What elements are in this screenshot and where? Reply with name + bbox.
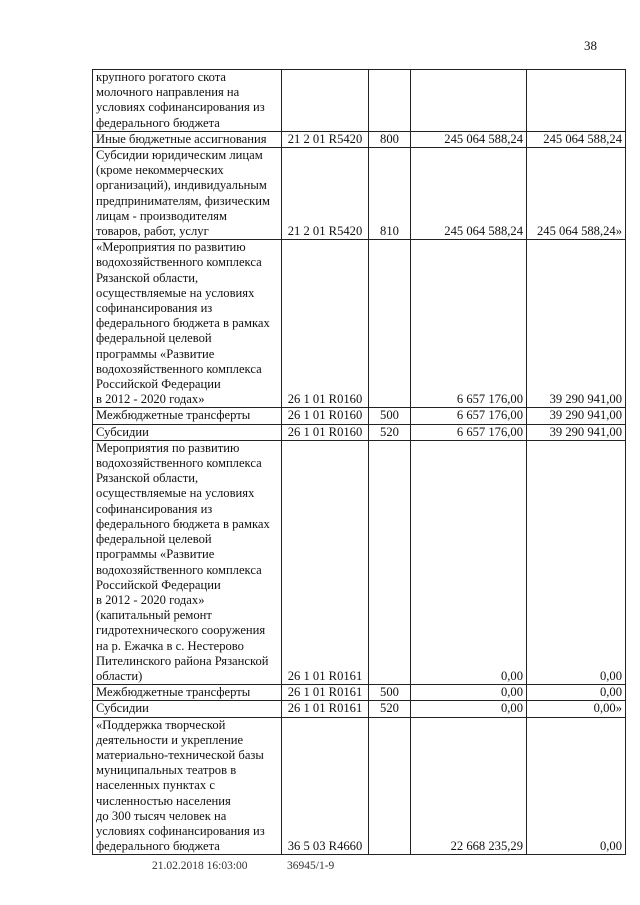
cell-name: Субсидии юридическим лицам (кроме некоммерческих организаций), индивидуальным предпринимателям, физическим лицам - производителям товаров, работ, услуг [93,148,282,240]
footer-document-code: 36945/1-9 [287,860,335,872]
cell-expense-type: 500 [369,408,411,424]
footer-timestamp: 21.02.2018 16:03:00 [152,860,248,872]
cell-budget-code: 26 1 01 R0160 [282,240,369,408]
cell-amount-2: 245 064 588,24 [527,131,626,147]
cell-amount-1: 6 657 176,00 [411,240,527,408]
budget-table-body [93,70,626,855]
cell-expense-type [369,440,411,684]
cell-name: Мероприятия по развитию водохозяйственного комплекса Рязанской области, осуществляемые на условиях софинансирования из федерального бюджета в рамках федеральной целевой программы «Развитие водохозяйственного комплекса Российской Федерации в 2012 - 2020 годах» (капитальный ремонт гидротехнического сооружения на р. Ежачка в с. Нестерово Пителинского района Рязанской области) [93,440,282,684]
cell-amount-1: 245 064 588,24 [411,148,527,240]
cell-budget-code: 21 2 01 R5420 [282,131,369,147]
cell-name: Межбюджетные трансферты [93,685,282,701]
cell-amount-1: 6 657 176,00 [411,408,527,424]
table-row [93,440,626,684]
page-number: 38 [584,38,597,53]
cell-budget-code: 21 2 01 R5420 [282,148,369,240]
cell-name: крупного рогатого скота молочного направления на условиях софинансирования из федерального бюджета [93,70,282,132]
cell-budget-code: 36 5 03 R4660 [282,717,369,855]
cell-name: Межбюджетные трансферты [93,408,282,424]
cell-budget-code: 26 1 01 R0161 [282,685,369,701]
table-row [93,717,626,855]
table-row [93,240,626,408]
cell-amount-2: 0,00» [527,701,626,717]
cell-expense-type: 500 [369,685,411,701]
cell-amount-2: 245 064 588,24» [527,148,626,240]
cell-amount-2 [527,70,626,132]
cell-amount-2: 39 290 941,00 [527,424,626,440]
cell-name: «Поддержка творческой деятельности и укрепление материально-технической базы муниципальных театров в населенных пунктах с численностью населения до 300 тысяч человек на условиях софинансирования из федерального бюджета [93,717,282,855]
cell-name: «Мероприятия по развитию водохозяйственного комплекса Рязанской области, осуществляемые на условиях софинансирования из федерального бюджета в рамках федеральной целевой программы «Развитие водохозяйственного комплекса Российской Федерации в 2012 - 2020 годах» [93,240,282,408]
cell-expense-type: 520 [369,701,411,717]
cell-amount-2: 39 290 941,00 [527,408,626,424]
table-row [93,148,626,240]
table-row [93,424,626,440]
cell-expense-type: 810 [369,148,411,240]
cell-amount-1: 0,00 [411,685,527,701]
cell-expense-type: 520 [369,424,411,440]
cell-amount-2: 0,00 [527,440,626,684]
cell-amount-1: 22 668 235,29 [411,717,527,855]
cell-budget-code: 26 1 01 R0160 [282,408,369,424]
table-row [93,70,626,132]
cell-amount-2: 0,00 [527,717,626,855]
cell-expense-type [369,717,411,855]
cell-amount-1: 0,00 [411,440,527,684]
cell-name: Иные бюджетные ассигнования [93,131,282,147]
cell-amount-1: 6 657 176,00 [411,424,527,440]
cell-budget-code: 26 1 01 R0161 [282,440,369,684]
table-row [93,685,626,701]
cell-amount-1: 245 064 588,24 [411,131,527,147]
cell-name: Субсидии [93,701,282,717]
cell-amount-1: 0,00 [411,701,527,717]
cell-budget-code: 26 1 01 R0161 [282,701,369,717]
table-row [93,408,626,424]
cell-expense-type [369,70,411,132]
cell-amount-1 [411,70,527,132]
cell-budget-code: 26 1 01 R0160 [282,424,369,440]
cell-name: Субсидии [93,424,282,440]
cell-expense-type [369,240,411,408]
cell-amount-2: 39 290 941,00 [527,240,626,408]
budget-table [92,69,626,855]
cell-budget-code [282,70,369,132]
table-row [93,131,626,147]
cell-amount-2: 0,00 [527,685,626,701]
table-row [93,701,626,717]
cell-expense-type: 800 [369,131,411,147]
